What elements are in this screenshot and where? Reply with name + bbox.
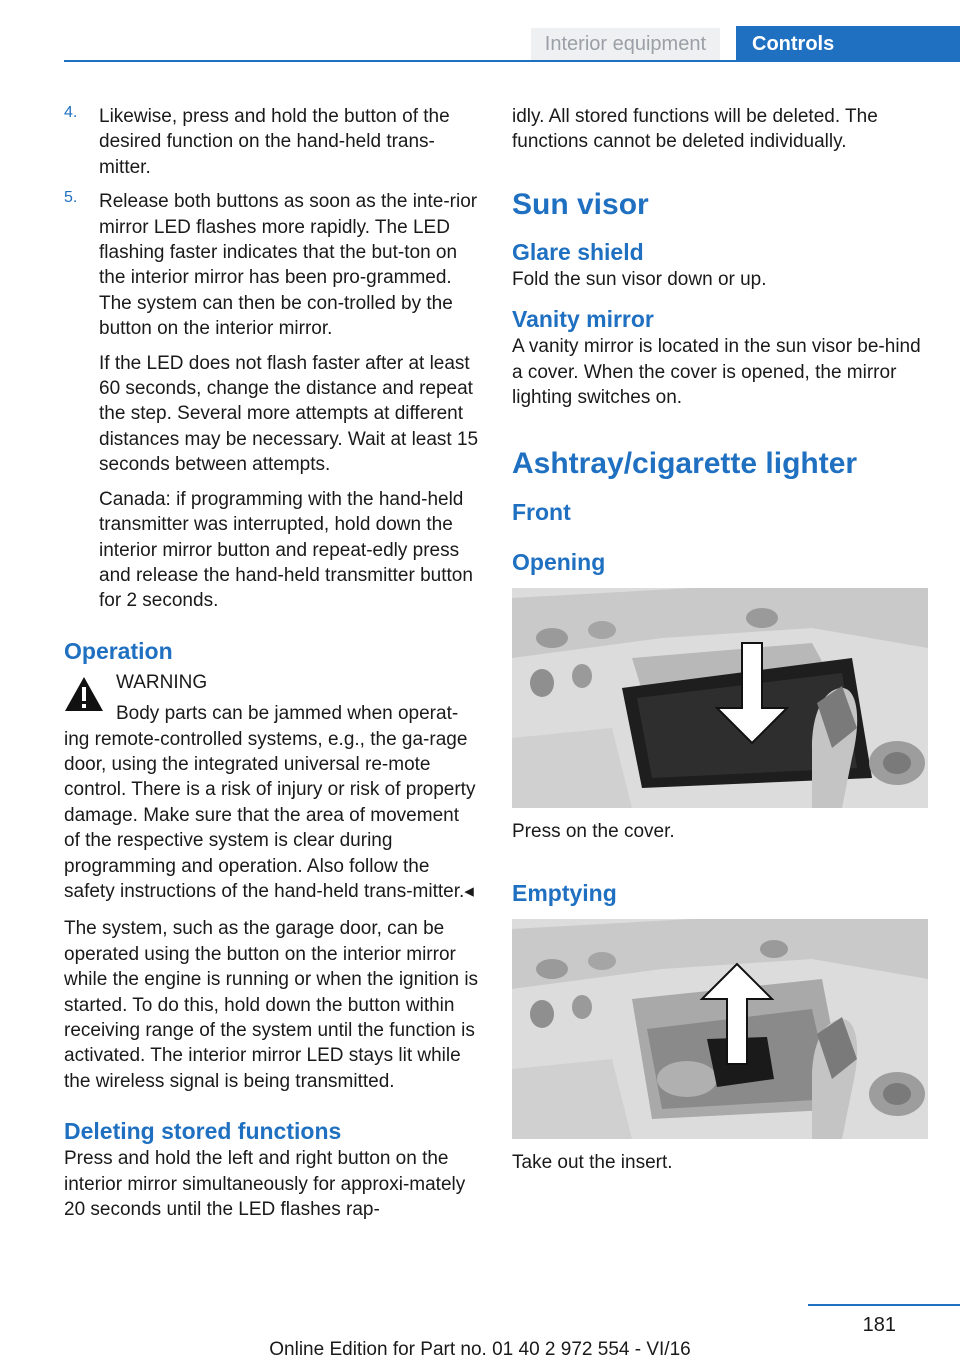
right-column xyxy=(512,104,928,1175)
step-text: Release both buttons as soon as the inte-rior mirror LED flashes more rapidly. The LED flashing faster indicates that the but-ton on the interior mirror has been pro-grammed. The system can then be con-trolled by the button on the interior mirror. xyxy=(99,191,478,340)
glare-shield-heading: Glare shield xyxy=(512,238,644,265)
sun-visor-heading: Sun visor xyxy=(512,187,649,221)
vanity-mirror-text: A vanity mirror is located in the sun visor be-hind a cover. When the cover is opened, the mirror lighting switches on. xyxy=(512,336,921,409)
page-number: 181 xyxy=(862,1314,896,1336)
step-number: 4. xyxy=(64,104,78,121)
operation-text: The system, such as the garage door, can be operated using the button on the interior mirror while the engine is running or when the ignition is started. To do this, hold down the button within receiving range of the system until the function is activated. The interior mirror LED stays lit while the wireless signal is being transmitted. xyxy=(64,918,479,1092)
step-item xyxy=(64,104,480,180)
page-header xyxy=(0,0,960,62)
warning-text: ing remote-controlled systems, e.g., the ga-rage door, using the integrated universal re-mote control. There is a risk of injury or risk of property damage. Make sure that the area of movement of the respective system is clear during programming and operation. Also follow the safety instructions of the hand-held trans-mitter.◂ xyxy=(64,728,476,902)
warning-text-first-line: Body parts can be jammed when operat- xyxy=(116,703,459,725)
emptying-heading: Emptying xyxy=(512,879,617,906)
emptying-illustration xyxy=(512,919,928,1139)
step-text: Canada: if programming with the hand-held transmitter was interrupted, hold down the interior mirror button and repeat-edly press and release the hand-held transmitter button for 2 seconds. xyxy=(99,488,473,612)
opening-illustration xyxy=(512,588,928,808)
glare-shield-text: Fold the sun visor down or up. xyxy=(512,268,767,290)
ashtray-opening-image xyxy=(512,588,928,808)
warning-triangle-icon xyxy=(64,676,104,712)
opening-heading: Opening xyxy=(512,549,606,576)
deleting-heading: Deleting stored functions xyxy=(64,1118,342,1145)
header-chapter-tab[interactable]: Controls xyxy=(736,26,960,62)
header-section-tab[interactable]: Interior equipment xyxy=(531,28,720,60)
left-column xyxy=(64,104,480,1222)
deleting-text: Press and hold the left and right button on the interior mirror simultaneously for approxi-mately 20 seconds until the LED flashes rap- xyxy=(64,1148,466,1221)
continued-text: idly. All stored functions will be deleted. The functions cannot be deleted individually. xyxy=(512,106,878,153)
vanity-mirror-heading: Vanity mirror xyxy=(512,306,654,333)
ashtray-heading: Ashtray/cigarette lighter xyxy=(512,447,858,481)
edition-footer: Online Edition for Part no. 01 40 2 972 554 - VI/16 xyxy=(269,1339,691,1360)
step-item xyxy=(64,189,480,614)
warning-block xyxy=(64,670,480,905)
step-text: Likewise, press and hold the button of the desired function on the hand-held trans-mitter. xyxy=(99,106,450,178)
opening-caption: Press on the cover. xyxy=(512,821,675,843)
footer-rule xyxy=(808,1304,960,1306)
front-heading: Front xyxy=(512,499,571,526)
step-number: 5. xyxy=(64,189,78,207)
warning-title: WARNING xyxy=(116,671,208,693)
operation-heading: Operation xyxy=(64,637,173,664)
header-rule xyxy=(64,60,960,62)
emptying-caption: Take out the insert. xyxy=(512,1151,673,1173)
ashtray-emptying-image xyxy=(512,919,928,1139)
step-text: If the LED does not flash faster after at least 60 seconds, change the distance and repeat the step. Several more attempts at different distances may be necessary. Wait at least 15 seconds between attempts. xyxy=(99,352,479,476)
